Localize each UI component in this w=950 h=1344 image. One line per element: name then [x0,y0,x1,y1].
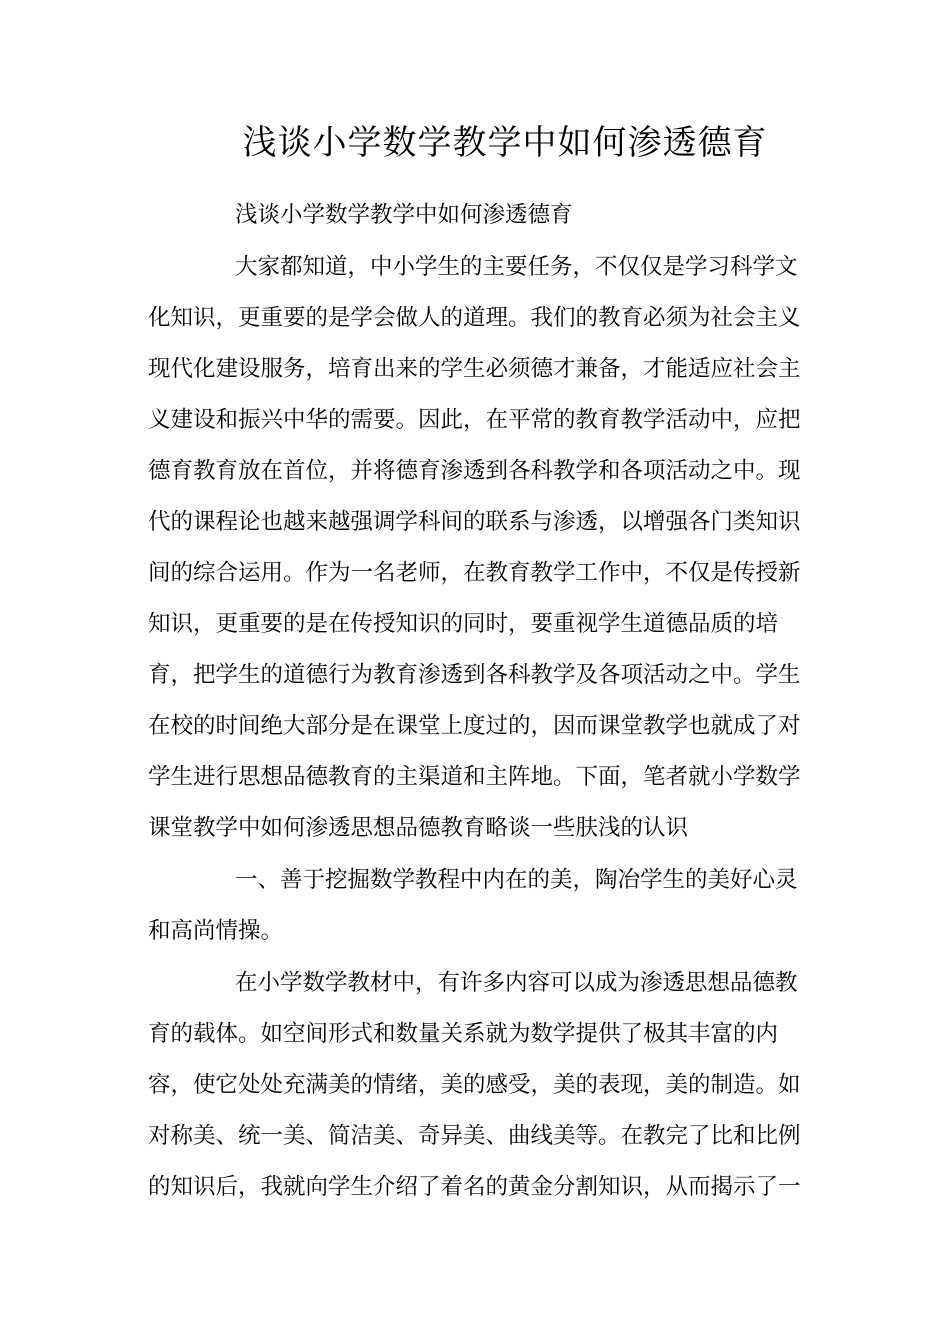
paragraph-line: 代的课程论也越来越强调学科间的联系与渗透，以增强各门类知识 [148,509,801,535]
paragraph-line: 容，使它处处充满美的情绪，美的感受，美的表现，美的制造。如 [148,1072,801,1098]
paragraph-line: 间的综合运用。作为一名老师，在教育教学工作中，不仅是传授新 [148,560,801,586]
paragraph-line: 现代化建设服务，培育出来的学生必须德才兼备，才能适应社会主 [148,356,801,382]
paragraph-line: 在校的时间绝大部分是在课堂上度过的，因而课堂教学也就成了对 [148,713,801,739]
document-title: 浅谈小学数学教学中如何渗透德育 [242,123,768,163]
paragraph-line: 课堂教学中如何渗透思想品德教育略谈一些肤浅的认识 [148,815,689,841]
paragraph-line: 义建设和振兴中华的需要。因此，在平常的教育教学活动中，应把 [148,407,801,433]
paragraph-line: 的知识后，我就向学生介绍了着名的黄金分割知识，从而揭示了一 [148,1174,801,1200]
paragraph-line: 化知识，更重要的是学会做人的道理。我们的教育必须为社会主义 [148,305,801,331]
paragraph-line: 学生进行思想品德教育的主渠道和主阵地。下面，笔者就小学数学 [148,764,801,790]
paragraph-line: 知识，更重要的是在传授知识的同时，要重视学生道德品质的培 [148,611,779,637]
paragraph-line: 在小学数学教材中，有许多内容可以成为渗透思想品德教 [235,970,798,996]
section-heading-line: 一、善于挖掘数学教程中内在的美，陶冶学生的美好心灵 [235,867,798,893]
subtitle-line: 浅谈小学数学教学中如何渗透德育 [235,202,573,228]
section-heading-line: 和高尚情操。 [148,918,284,944]
paragraph-line: 育，把学生的道德行为教育渗透到各科教学及各项活动之中。学生 [148,662,801,688]
paragraph-line: 对称美、统一美、简洁美、奇异美、曲线美等。在教完了比和比例 [148,1123,801,1149]
paragraph-line: 大家都知道，中小学生的主要任务，不仅仅是学习科学文 [235,254,798,280]
paragraph-line: 育的载体。如空间形式和数量关系就为数学提供了极其丰富的内 [148,1021,779,1047]
paragraph-line: 德育教育放在首位，并将德育渗透到各科教学和各项活动之中。现 [148,458,801,484]
